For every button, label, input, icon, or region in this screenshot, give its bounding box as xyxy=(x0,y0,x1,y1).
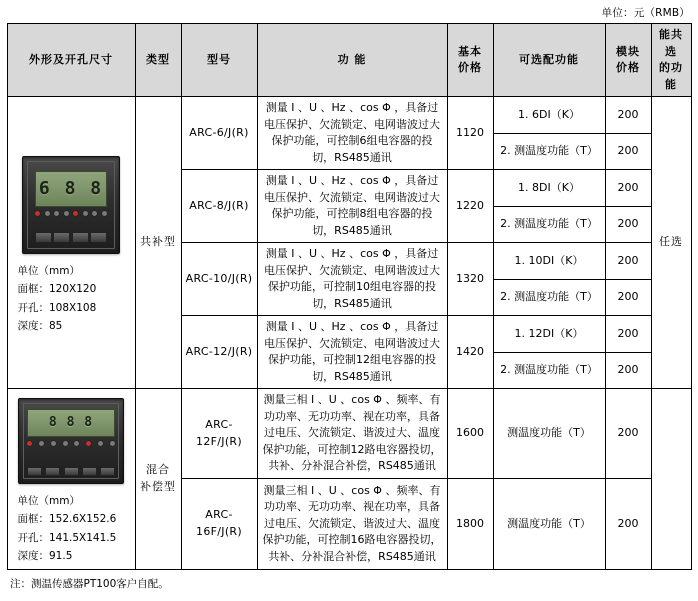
combo-cell-1 xyxy=(651,389,691,570)
type-cell-1-line2: 补偿型 xyxy=(140,479,176,493)
product-depth-0: 深度：85 xyxy=(17,319,63,332)
option-cell-1-0-0: 测温度功能（T） xyxy=(493,389,605,479)
meter-lcd-digits: 6 8 8 xyxy=(38,178,104,200)
module-price-0-2-1: 200 xyxy=(605,279,651,316)
function-cell-0-0: 测量 I 、U 、Hz 、cos Φ ，具备过电压保护、欠流锁定、电网谐波过大保护功能，可控制6组电容器的投切，RS485通讯 xyxy=(257,97,447,170)
table-row xyxy=(7,97,691,134)
meter-device-icon xyxy=(18,398,124,484)
product-hole-0: 开孔：108X108 xyxy=(17,301,97,314)
base-price-1-0: 1600 xyxy=(447,389,493,479)
base-price-0-3: 1420 xyxy=(447,316,493,389)
product-spec-0 xyxy=(12,262,131,336)
header-function: 功 能 xyxy=(257,24,447,97)
meter-lcd xyxy=(35,171,107,207)
header-module-price xyxy=(605,24,651,97)
base-price-1-1: 1800 xyxy=(447,479,493,569)
option-cell-0-1-1: 2. 测温度功能（T） xyxy=(493,206,605,243)
meter-device-icon xyxy=(22,156,120,254)
header-dims: 外形及开孔尺寸 xyxy=(7,24,135,97)
footer-note: 注：测温传感器PT100客户自配。 xyxy=(10,577,169,590)
product-cell-0 xyxy=(7,97,135,389)
module-price-0-3-0: 200 xyxy=(605,316,651,353)
product-image-1 xyxy=(12,392,131,492)
meter-lcd xyxy=(27,409,115,437)
product-unit-title-1: 单位（mm） xyxy=(17,495,80,507)
header-base-price-line1: 基本 xyxy=(458,44,482,58)
module-price-0-1-1: 200 xyxy=(605,206,651,243)
product-cell-1 xyxy=(7,389,135,570)
header-combo-line1: 能共选 xyxy=(659,28,683,58)
option-cell-0-3-0: 1. 12DI（K） xyxy=(493,316,605,353)
type-cell-1 xyxy=(135,389,181,570)
option-cell-0-3-1: 2. 测温度功能（T） xyxy=(493,352,605,389)
module-price-0-1-0: 200 xyxy=(605,170,651,207)
module-price-1-1-0: 200 xyxy=(605,479,651,569)
model-cell-0-3: ARC-12/J(R) xyxy=(181,316,257,389)
product-price-table xyxy=(7,23,692,570)
meter-lcd-digits: 8 8 8 xyxy=(48,415,94,431)
meter-button-row xyxy=(35,232,107,243)
table-row xyxy=(7,389,691,479)
meter-led-row xyxy=(35,211,107,216)
model-cell-1-1: ARC-16F/J(R) xyxy=(181,479,257,569)
option-cell-0-0-0: 1. 6DI（K） xyxy=(493,97,605,134)
base-price-0-0: 1120 xyxy=(447,97,493,170)
function-cell-0-1: 测量 I 、U 、Hz 、cos Φ ，具备过电压保护、欠流锁定、电网谐波过大保护功能，可控制8组电容器的投切，RS485通讯 xyxy=(257,170,447,243)
product-face-1: 面框：152.6X152.6 xyxy=(17,513,117,526)
module-price-0-0-0: 200 xyxy=(605,97,651,134)
combo-cell-0: 任选 xyxy=(651,97,691,389)
option-cell-0-0-1: 2. 测温度功能（T） xyxy=(493,133,605,170)
module-price-0-3-1: 200 xyxy=(605,352,651,389)
model-cell-1-0: ARC-12F/J(R) xyxy=(181,389,257,479)
meter-button-row xyxy=(27,467,115,476)
module-price-1-0-0: 200 xyxy=(605,389,651,479)
option-cell-0-1-0: 1. 8DI（K） xyxy=(493,170,605,207)
base-price-0-1: 1220 xyxy=(447,170,493,243)
function-cell-0-3: 测量 I 、U 、Hz 、cos Φ ，具备过电压保护、欠流锁定、电网谐波过大保护功能，可控制12组电容器的投切，RS485通讯 xyxy=(257,316,447,389)
function-cell-0-2: 测量 I 、U 、Hz 、cos Φ ，具备过电压保护、欠流锁定、电网谐波过大保护功能，可控制10组电容器的投切，RS485通讯 xyxy=(257,243,447,316)
function-cell-1-0: 测量三相 I 、U 、cos Φ 、频率、有功功率、无功功率、视在功率，具备过电压、欠流锁定、谐波过大、温度保护功能，可控制12路电容器投切，共补、分补混合补偿，RS485通讯 xyxy=(257,389,447,479)
product-hole-1: 开孔：141.5X141.5 xyxy=(17,531,117,544)
type-cell-0: 共补型 xyxy=(135,97,181,389)
header-base-price-line2: 价格 xyxy=(458,61,482,74)
model-cell-0-0: ARC-6/J(R) xyxy=(181,97,257,170)
header-model: 型号 xyxy=(181,24,257,97)
function-cell-1-1: 测量三相 I 、U 、cos Φ 、频率、有功功率、无功功率、视在功率，具备过电压、欠流锁定、谐波过大、温度保护功能，可控制16路电容器投切，共补、分补混合补偿，RS485通讯 xyxy=(257,479,447,569)
base-price-0-2: 1320 xyxy=(447,243,493,316)
product-image-0 xyxy=(12,150,131,262)
product-depth-1: 深度：91.5 xyxy=(17,550,73,563)
module-price-0-2-0: 200 xyxy=(605,243,651,280)
product-unit-title-0: 单位（mm） xyxy=(17,264,80,277)
model-cell-0-2: ARC-10/J(R) xyxy=(181,243,257,316)
option-cell-1-1-0: 测温度功能（T） xyxy=(493,479,605,569)
product-face-0: 面框：120X120 xyxy=(17,283,97,296)
option-cell-0-2-1: 2. 测温度功能（T） xyxy=(493,279,605,316)
header-module-price-line2: 价格 xyxy=(616,61,640,74)
header-optional: 可选配功能 xyxy=(493,24,605,97)
header-module-price-line1: 模块 xyxy=(616,44,640,58)
header-base-price xyxy=(447,24,493,97)
meter-led-row xyxy=(27,441,115,446)
table-header-row xyxy=(7,24,691,97)
option-cell-0-2-0: 1. 10DI（K） xyxy=(493,243,605,280)
type-cell-1-line1: 混合 xyxy=(146,463,170,477)
model-cell-0-1: ARC-8/J(R) xyxy=(181,170,257,243)
header-type: 类型 xyxy=(135,24,181,97)
header-combo-line2: 的功能 xyxy=(659,61,683,91)
header-combo xyxy=(651,24,691,97)
module-price-0-0-1: 200 xyxy=(605,133,651,170)
unit-note: 单位：元（RMB） xyxy=(601,7,690,19)
